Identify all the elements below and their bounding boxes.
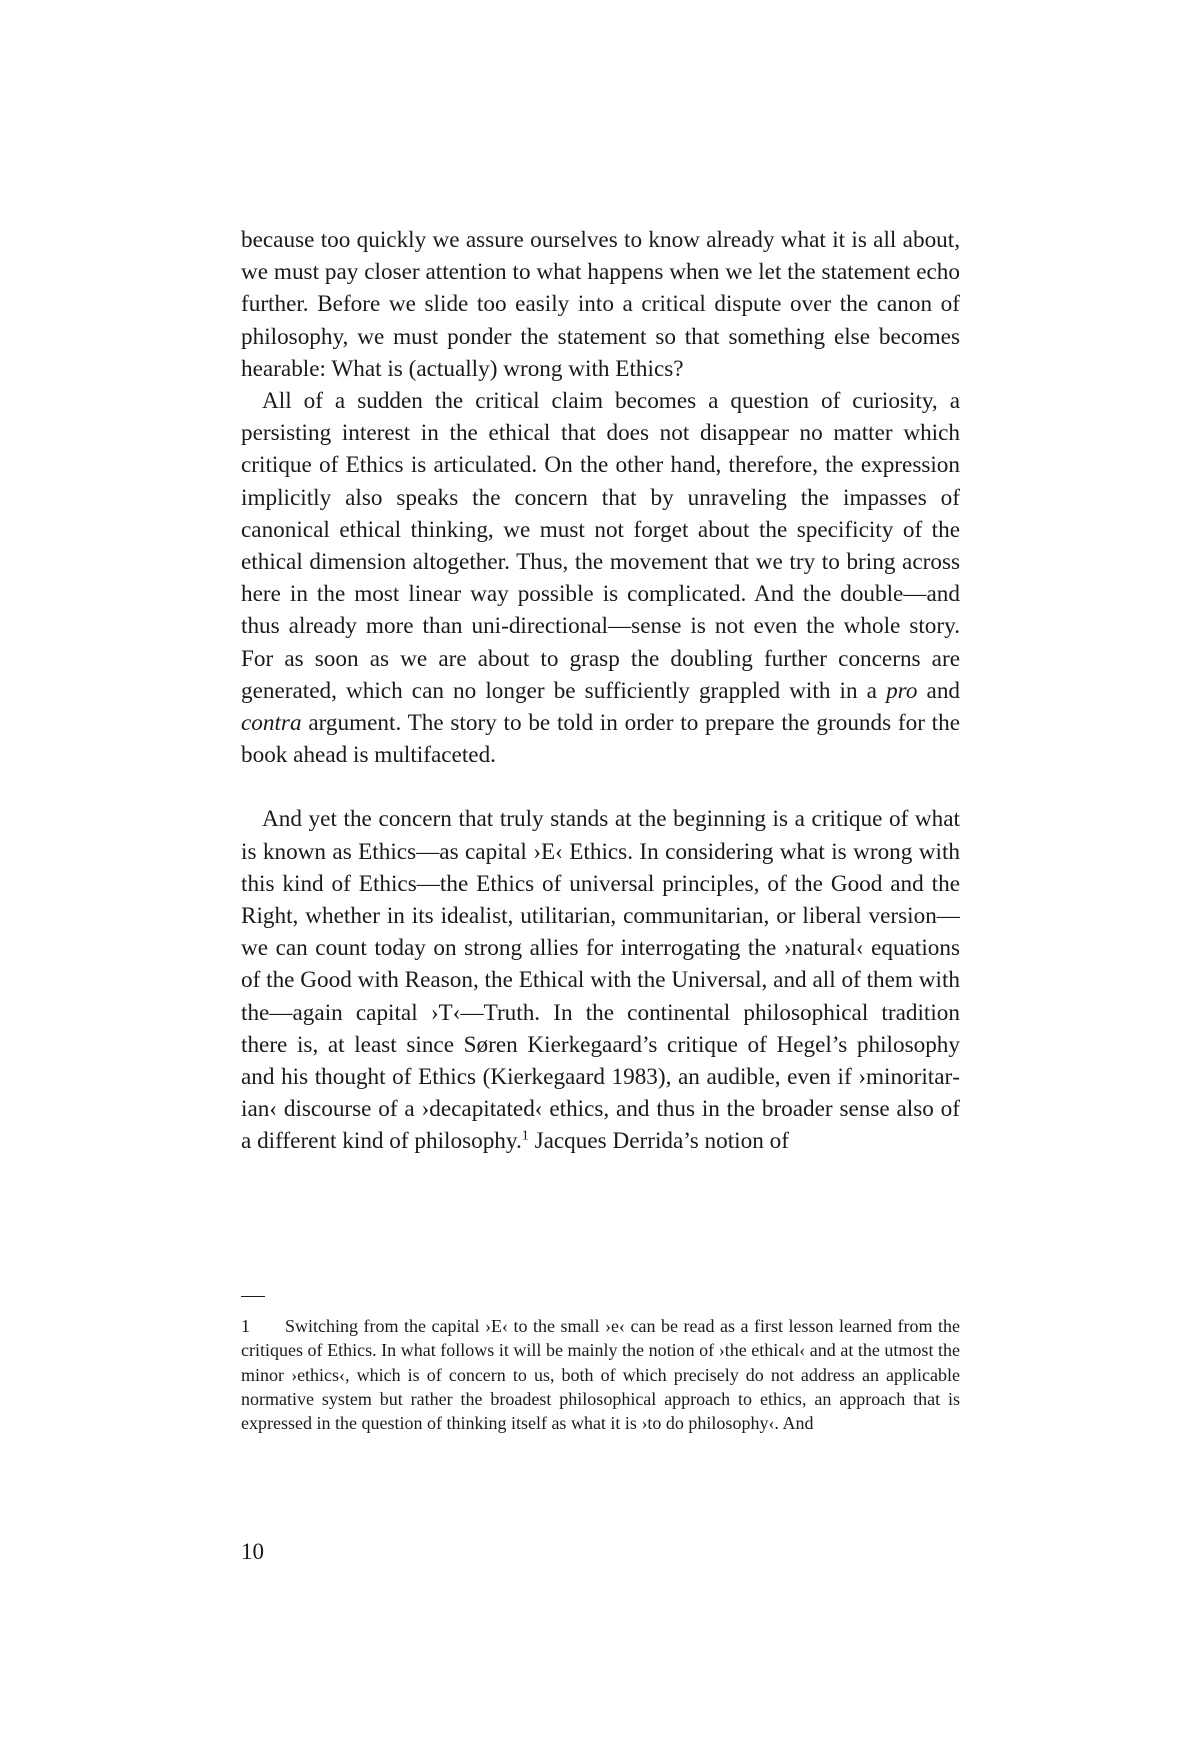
footnote-number: 1: [241, 1316, 250, 1336]
footnote-divider: [241, 1296, 265, 1297]
paragraph-1: because too quickly we assure ourselves to know already what it is all about, we must pay closer attention to what happens when we let the statement echo further. Before we slide too easily into a critical dispute over the canon of philosophy, we must ponder the statement so that something else becomes hearable: What is (actually) wrong with Ethics?: [241, 227, 960, 382]
page-number: 10: [241, 1539, 264, 1564]
paragraph-2: [241, 385, 960, 771]
paragraph-2-italic-contra: contra: [241, 710, 302, 737]
paragraph-3-text-end: Jacques Derrida’s notion of: [534, 1128, 789, 1155]
footnote: [241, 1314, 960, 1435]
paragraph-2-text-b: and: [926, 677, 961, 704]
paragraph-2-italic-pro: pro: [886, 677, 918, 704]
main-text: [241, 224, 960, 1158]
paragraph-3-text: And yet the concern that truly stands at the beginning is a critique of what is known as Ethics—as capital ›E‹ Ethics. In considering what is wrong with this kind of Ethics—the Ethics of universal principles, of the Good and the Right, whether in its idealist, utilitarian, communitarian, or liberal version—we can count today on strong allies for interrogating the ›natural‹ equations of the Good with Reason, the Ethical with the Universal, and all of them with the—again capital ›T‹—Truth. In the continental philosophical tradition there is, at least since Søren Kierkegaard’s critique of Hegel’s philosophy and his thought of Ethics (Kierkegaard 1983), an audible, even if ›minoritarian‹ discourse of a ›decapitated‹ ethics, and thus in the broader sense also of a different kind of philosophy.: [241, 806, 960, 1155]
footnote-reference[interactable]: 1: [521, 1128, 529, 1144]
paragraph-2-text-c: argument. The story to be told in order to prepare the grounds for the book ahead is multifaceted.: [241, 710, 960, 769]
footnote-text: Switching from the capital ›E‹ to the small ›e‹ can be read as a first lesson learned from the critiques of Ethics. In what follows it will be mainly the notion of ›the ethical‹ and at the utmost the minor ›ethics‹, which is of concern to us, both of which precisely do not address an applicable normative system but rather the broadest philosophical approach to ethics, an approach that is expressed in the question of thinking itself as what it is ›to do philosophy‹. And: [241, 1316, 960, 1434]
paragraph-2-text-a: All of a sudden the critical claim becomes a question of curiosity, a persisting interest in the ethical that does not disappear no matter which critique of Ethics is articulated. On the other hand, therefore, the expression implicitly also speaks the concern that by unraveling the impasses of canonical ethical thinking, we must not forget about the specificity of the ethical dimension altogether. Thus, the movement that we try to bring across here in the most linear way possible is complicated. And the double—and thus already more than uni-directional—sense is not even the whole story. For as soon as we are about to grasp the doubling further concerns are generated, which can no longer be sufficiently grappled with in a: [241, 388, 960, 704]
paragraph-3: [241, 803, 960, 1157]
